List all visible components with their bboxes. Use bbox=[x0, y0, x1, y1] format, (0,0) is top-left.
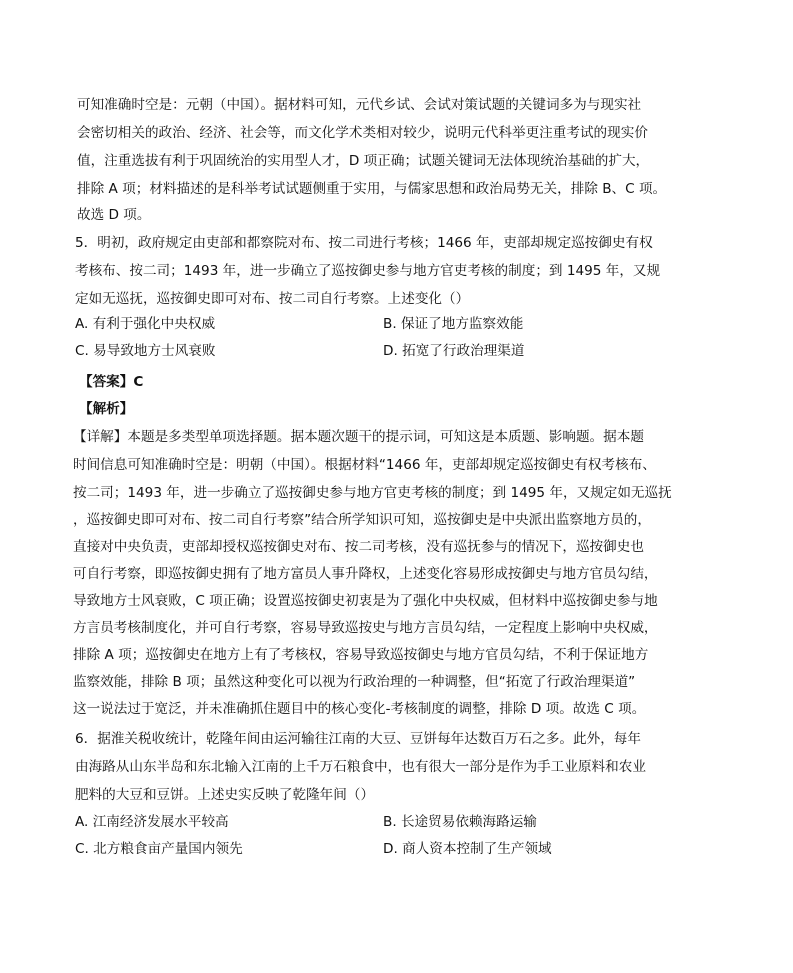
q5-stem-line-3: 定如无巡抚，巡按御史即可对布、按二司自行考察。上述变化（） bbox=[75, 291, 470, 307]
q5-answer: 【答案】C bbox=[79, 374, 144, 390]
intro-line-3: 值，注重选拔有利于巩固统治的实用型人才，D 项正确；试题关键词无法体现统治基础的扩大， bbox=[77, 153, 650, 169]
q5-detail-line-6: 可自行考察，即巡按御史拥有了地方富员人事升降权，上述变化容易形成按御史与地方官员勾结， bbox=[73, 566, 658, 582]
q5-detail-line-11: 这一说法过于宽泛，并未准确抓住题目中的核心变化-考核制度的调整，排除 D 项。故选 C 项。 bbox=[73, 701, 646, 717]
q5-detail-line-2: 时间信息可知准确时空是：明朝（中国）。根据材料“1466 年，吏部却规定巡按御史有权考核布、 bbox=[73, 457, 656, 473]
q5-stem-line-1: 5．明初，政府规定由吏部和都察院对布、按二司进行考核；1466 年，吏部却规定巡按御史有权 bbox=[75, 235, 653, 251]
q5-detail-line-4: ，巡按御史即可对布、按二司自行考察”结合所学知识可知，巡按御史是中央派出监察地方员的， bbox=[73, 512, 651, 528]
intro-line-4: 排除 A 项；材料描述的是科举考试试题侧重于实用，与儒家思想和政治局势无关，排除 B、C 项。 bbox=[77, 181, 667, 197]
q5-option-d: D. 拓宽了行政治理渠道 bbox=[383, 343, 525, 359]
q6-stem-line-3: 肥料的大豆和豆饼。上述史实反映了乾隆年间（） bbox=[75, 787, 375, 803]
q6-option-a: A. 江南经济发展水平较高 bbox=[75, 814, 229, 830]
q5-detail-line-9: 排除 A 项；巡按御史在地方上有了考核权，容易导致巡按御史与地方官员勾结，不利于保证地方 bbox=[73, 647, 649, 663]
intro-line-2: 会密切相关的政治、经济、社会等，而文化学术类相对较少，说明元代科举更注重考试的现实价 bbox=[77, 125, 648, 141]
q5-detail-line-5: 直接对中央负责，吏部却授权巡按御史对布、按二司考核，没有巡抚参与的情况下，巡按御史也 bbox=[73, 539, 644, 555]
q5-detail-line-8: 方言员考核制度化，并可自行考察，容易导致巡按史与地方言员勾结，一定程度上影响中央权威， bbox=[73, 620, 658, 636]
q6-option-d: D. 商人资本控制了生产领域 bbox=[383, 841, 552, 857]
q6-option-c: C. 北方粮食亩产量国内领先 bbox=[75, 841, 243, 857]
q5-detail-line-7: 导致地方士风衰败，C 项正确；设置巡按御史初衷是为了强化中央权威，但材料中巡按御史参与地 bbox=[73, 593, 658, 609]
q5-stem-line-2: 考核布、按二司；1493 年，进一步确立了巡按御史参与地方官吏考核的制度；到 1495 年，又规 bbox=[75, 263, 661, 279]
q5-option-b: B. 保证了地方监察效能 bbox=[383, 316, 524, 332]
q5-option-a: A. 有利于强化中央权威 bbox=[75, 316, 216, 332]
q5-detail-line-10: 监察效能，排除 B 项；虽然这种变化可以视为行政治理的一种调整，但“拓宽了行政治理渠道” bbox=[73, 674, 636, 690]
q5-option-c: C. 易导致地方士风衰败 bbox=[75, 343, 216, 359]
q6-stem-line-2: 由海路从山东半岛和东北输入江南的上千万石粮食中，也有很大一部分是作为手工业原料和农业 bbox=[75, 759, 646, 775]
q6-option-b: B. 长途贸易依赖海路运输 bbox=[383, 814, 537, 830]
q6-stem-line-1: 6．据淮关税收统计，乾隆年间由运河输往江南的大豆、豆饼每年达数百万石之多。此外，每年 bbox=[75, 731, 641, 747]
intro-line-1: 可知准确时空是：元朝（中国）。据材料可知，元代乡试、会试对策试题的关键词多为与现实社 bbox=[77, 97, 642, 113]
q5-analysis-label: 【解析】 bbox=[79, 401, 134, 417]
q5-detail-line-1: 【详解】本题是多类型单项选择题。据本题次题干的提示词，可知这是本质题、影响题。据本题 bbox=[73, 429, 644, 445]
q5-detail-line-3: 按二司；1493 年，进一步确立了巡按御史参与地方官吏考核的制度；到 1495 年，又规定如无巡抚 bbox=[73, 485, 672, 501]
intro-line-5: 故选 D 项。 bbox=[77, 207, 151, 223]
